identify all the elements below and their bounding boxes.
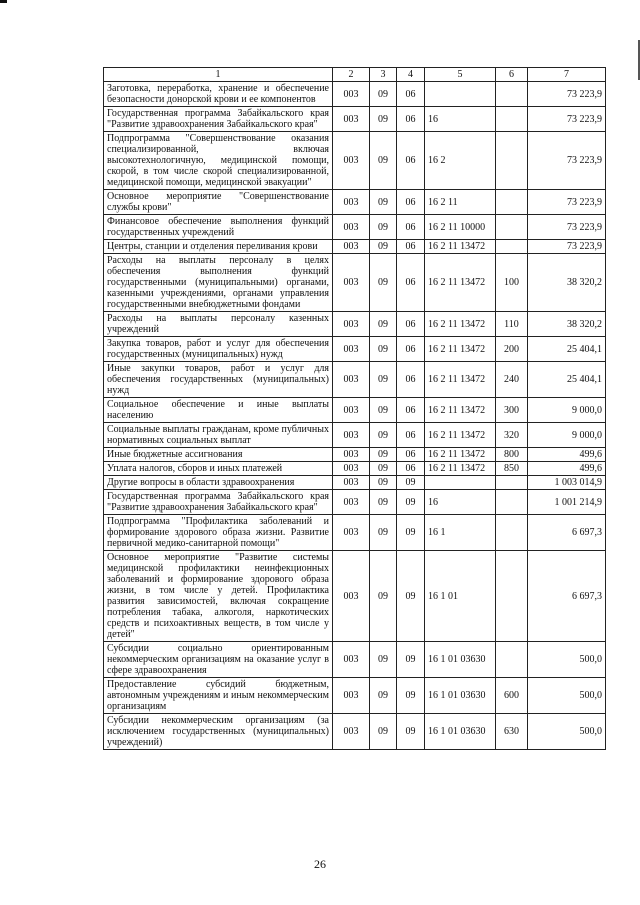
cell-col-4: 06 (397, 398, 425, 423)
cell-col-3: 09 (370, 312, 397, 337)
cell-col-5 (425, 476, 496, 490)
cell-col-4: 06 (397, 423, 425, 448)
cell-col-7: 73 223,9 (528, 82, 606, 107)
cell-col-6 (496, 107, 528, 132)
cell-col-7: 1 001 214,9 (528, 490, 606, 515)
cell-col-3: 09 (370, 448, 397, 462)
cell-col-6: 600 (496, 678, 528, 714)
table-row (104, 476, 606, 490)
cell-col-2: 003 (333, 642, 370, 678)
cell-col-7: 73 223,9 (528, 107, 606, 132)
table-row (104, 337, 606, 362)
cell-col-7: 73 223,9 (528, 190, 606, 215)
cell-col-3: 09 (370, 714, 397, 750)
cell-col-7: 500,0 (528, 642, 606, 678)
col-header-3: 3 (370, 68, 397, 82)
row-description: Финансовое обеспечение выполнения функций государственных учреждений (104, 215, 333, 240)
cell-col-2: 003 (333, 337, 370, 362)
cell-col-4: 06 (397, 462, 425, 476)
cell-col-5: 16 1 01 03630 (425, 714, 496, 750)
cell-col-2: 003 (333, 82, 370, 107)
cell-col-6: 850 (496, 462, 528, 476)
cell-col-2: 003 (333, 678, 370, 714)
cell-col-3: 09 (370, 476, 397, 490)
cell-col-7: 73 223,9 (528, 132, 606, 190)
cell-col-7: 500,0 (528, 714, 606, 750)
cell-col-6: 240 (496, 362, 528, 398)
cell-col-6: 110 (496, 312, 528, 337)
cell-col-4: 06 (397, 312, 425, 337)
col-header-2: 2 (333, 68, 370, 82)
table-row (104, 190, 606, 215)
cell-col-4: 09 (397, 515, 425, 551)
cell-col-5: 16 (425, 107, 496, 132)
cell-col-3: 09 (370, 107, 397, 132)
row-description: Другие вопросы в области здравоохранения (104, 476, 333, 490)
cell-col-2: 003 (333, 215, 370, 240)
table-row (104, 642, 606, 678)
cell-col-6 (496, 240, 528, 254)
cell-col-2: 003 (333, 423, 370, 448)
table-row (104, 448, 606, 462)
cell-col-6 (496, 515, 528, 551)
cell-col-5: 16 2 11 13472 (425, 423, 496, 448)
cell-col-6 (496, 490, 528, 515)
cell-col-3: 09 (370, 190, 397, 215)
cell-col-3: 09 (370, 398, 397, 423)
cell-col-2: 003 (333, 714, 370, 750)
row-description: Закупка товаров, работ и услуг для обеспечения государственных (муниципальных) нужд (104, 337, 333, 362)
cell-col-4: 09 (397, 476, 425, 490)
cell-col-7: 9 000,0 (528, 398, 606, 423)
row-description: Государственная программа Забайкальского края "Развитие здравоохранения Забайкальского края" (104, 490, 333, 515)
cell-col-6: 630 (496, 714, 528, 750)
cell-col-6 (496, 215, 528, 240)
cell-col-5: 16 1 01 (425, 551, 496, 642)
row-description: Центры, станции и отделения переливания крови (104, 240, 333, 254)
cell-col-6 (496, 551, 528, 642)
cell-col-2: 003 (333, 240, 370, 254)
table-row (104, 714, 606, 750)
row-description: Социальное обеспечение и иные выплаты населению (104, 398, 333, 423)
cell-col-3: 09 (370, 551, 397, 642)
row-description: Подпрограмма "Совершенствование оказания специализированной, включая высокотехнологичную, медицинской помощи, скорой, в том числе скорой специализированной, медицинской помощи, медицинской эвакуации" (104, 132, 333, 190)
table-row (104, 312, 606, 337)
cell-col-6: 800 (496, 448, 528, 462)
row-description: Иные бюджетные ассигнования (104, 448, 333, 462)
cell-col-2: 003 (333, 132, 370, 190)
cell-col-2: 003 (333, 312, 370, 337)
cell-col-5: 16 2 11 13472 (425, 362, 496, 398)
col-header-6: 6 (496, 68, 528, 82)
table-row (104, 490, 606, 515)
table-row (104, 678, 606, 714)
row-description: Социальные выплаты гражданам, кроме публичных нормативных социальных выплат (104, 423, 333, 448)
cell-col-7: 73 223,9 (528, 215, 606, 240)
cell-col-5: 16 1 01 03630 (425, 678, 496, 714)
row-description: Иные закупки товаров, работ и услуг для обеспечения государственных (муниципальных) нужд (104, 362, 333, 398)
cell-col-3: 09 (370, 362, 397, 398)
cell-col-4: 09 (397, 490, 425, 515)
cell-col-4: 06 (397, 240, 425, 254)
cell-col-4: 06 (397, 107, 425, 132)
table-row (104, 423, 606, 448)
table-row (104, 82, 606, 107)
cell-col-3: 09 (370, 678, 397, 714)
cell-col-4: 06 (397, 82, 425, 107)
row-description: Субсидии социально ориентированным некоммерческим организациям на оказание услуг в сфере здравоохранения (104, 642, 333, 678)
cell-col-2: 003 (333, 551, 370, 642)
page-corner-mark (0, 0, 7, 3)
table-row (104, 254, 606, 312)
table-row (104, 215, 606, 240)
cell-col-4: 06 (397, 448, 425, 462)
cell-col-4: 09 (397, 642, 425, 678)
cell-col-3: 09 (370, 490, 397, 515)
cell-col-7: 73 223,9 (528, 240, 606, 254)
table-row (104, 462, 606, 476)
cell-col-2: 003 (333, 190, 370, 215)
cell-col-2: 003 (333, 107, 370, 132)
cell-col-7: 6 697,3 (528, 515, 606, 551)
cell-col-5: 16 1 (425, 515, 496, 551)
cell-col-3: 09 (370, 132, 397, 190)
col-header-4: 4 (397, 68, 425, 82)
table-row (104, 132, 606, 190)
cell-col-7: 9 000,0 (528, 423, 606, 448)
cell-col-4: 06 (397, 362, 425, 398)
cell-col-3: 09 (370, 423, 397, 448)
cell-col-3: 09 (370, 462, 397, 476)
cell-col-6: 100 (496, 254, 528, 312)
cell-col-2: 003 (333, 398, 370, 423)
cell-col-6: 300 (496, 398, 528, 423)
cell-col-5: 16 2 (425, 132, 496, 190)
cell-col-7: 6 697,3 (528, 551, 606, 642)
cell-col-7: 25 404,1 (528, 362, 606, 398)
table-row (104, 240, 606, 254)
cell-col-5: 16 (425, 490, 496, 515)
cell-col-2: 003 (333, 476, 370, 490)
cell-col-3: 09 (370, 215, 397, 240)
row-description: Расходы на выплаты персоналу в целях обеспечения выполнения функций государственными (муниципальными) органами, казенными учреждениями, органами управления государственными внебюджетными фондами (104, 254, 333, 312)
cell-col-2: 003 (333, 490, 370, 515)
row-description: Субсидии некоммерческим организациям (за исключением государственных (муниципальных) учреждений) (104, 714, 333, 750)
cell-col-4: 09 (397, 678, 425, 714)
table-header-row (104, 68, 606, 82)
table-row (104, 551, 606, 642)
cell-col-5 (425, 82, 496, 107)
cell-col-4: 06 (397, 215, 425, 240)
cell-col-4: 09 (397, 714, 425, 750)
table-row (104, 362, 606, 398)
cell-col-6: 320 (496, 423, 528, 448)
budget-table (103, 67, 606, 750)
row-description: Государственная программа Забайкальского края "Развитие здравоохранения Забайкальского края" (104, 107, 333, 132)
cell-col-2: 003 (333, 515, 370, 551)
table-row (104, 107, 606, 132)
cell-col-3: 09 (370, 337, 397, 362)
cell-col-4: 09 (397, 551, 425, 642)
col-header-5: 5 (425, 68, 496, 82)
row-description: Расходы на выплаты персоналу казенных учреждений (104, 312, 333, 337)
cell-col-7: 38 320,2 (528, 312, 606, 337)
cell-col-6 (496, 132, 528, 190)
row-description: Уплата налогов, сборов и иных платежей (104, 462, 333, 476)
cell-col-3: 09 (370, 642, 397, 678)
cell-col-4: 06 (397, 132, 425, 190)
cell-col-5: 16 2 11 13472 (425, 312, 496, 337)
cell-col-3: 09 (370, 254, 397, 312)
cell-col-6: 200 (496, 337, 528, 362)
cell-col-5: 16 2 11 (425, 190, 496, 215)
cell-col-4: 06 (397, 190, 425, 215)
cell-col-4: 06 (397, 254, 425, 312)
row-description: Подпрограмма "Профилактика заболеваний и формирование здорового образа жизни. Развитие первичной медико-санитарной помощи" (104, 515, 333, 551)
cell-col-6 (496, 190, 528, 215)
cell-col-2: 003 (333, 254, 370, 312)
cell-col-4: 06 (397, 337, 425, 362)
cell-col-3: 09 (370, 515, 397, 551)
cell-col-5: 16 2 11 10000 (425, 215, 496, 240)
row-description: Предоставление субсидий бюджетным, автономным учреждениям и иным некоммерческим организациям (104, 678, 333, 714)
cell-col-2: 003 (333, 448, 370, 462)
table-body (104, 82, 606, 750)
cell-col-6 (496, 82, 528, 107)
cell-col-3: 09 (370, 82, 397, 107)
cell-col-7: 499,6 (528, 462, 606, 476)
cell-col-7: 499,6 (528, 448, 606, 462)
cell-col-5: 16 2 11 13472 (425, 254, 496, 312)
cell-col-5: 16 2 11 13472 (425, 462, 496, 476)
table-row (104, 515, 606, 551)
cell-col-3: 09 (370, 240, 397, 254)
cell-col-5: 16 2 11 13472 (425, 337, 496, 362)
page-number: 26 (314, 857, 326, 871)
cell-col-6 (496, 476, 528, 490)
row-description: Основное мероприятие "Совершенствование службы крови" (104, 190, 333, 215)
table-row (104, 398, 606, 423)
row-description: Основное мероприятие "Развитие системы медицинской профилактики неинфекционных заболеваний и формирование здорового образа жизни, в том числе у детей. Профилактика развития зависимостей, включая сокращение потребления табака, алкоголя, наркотических средств и психоактивных веществ, в том числе у детей" (104, 551, 333, 642)
cell-col-7: 500,0 (528, 678, 606, 714)
cell-col-2: 003 (333, 362, 370, 398)
col-header-name: 1 (104, 68, 333, 82)
col-header-7: 7 (528, 68, 606, 82)
cell-col-6 (496, 642, 528, 678)
cell-col-5: 16 2 11 13472 (425, 240, 496, 254)
cell-col-7: 38 320,2 (528, 254, 606, 312)
cell-col-7: 25 404,1 (528, 337, 606, 362)
row-description: Заготовка, переработка, хранение и обеспечение безопасности донорской крови и ее компонентов (104, 82, 333, 107)
cell-col-2: 003 (333, 462, 370, 476)
cell-col-5: 16 2 11 13472 (425, 448, 496, 462)
cell-col-7: 1 003 014,9 (528, 476, 606, 490)
cell-col-5: 16 2 11 13472 (425, 398, 496, 423)
cell-col-5: 16 1 01 03630 (425, 642, 496, 678)
